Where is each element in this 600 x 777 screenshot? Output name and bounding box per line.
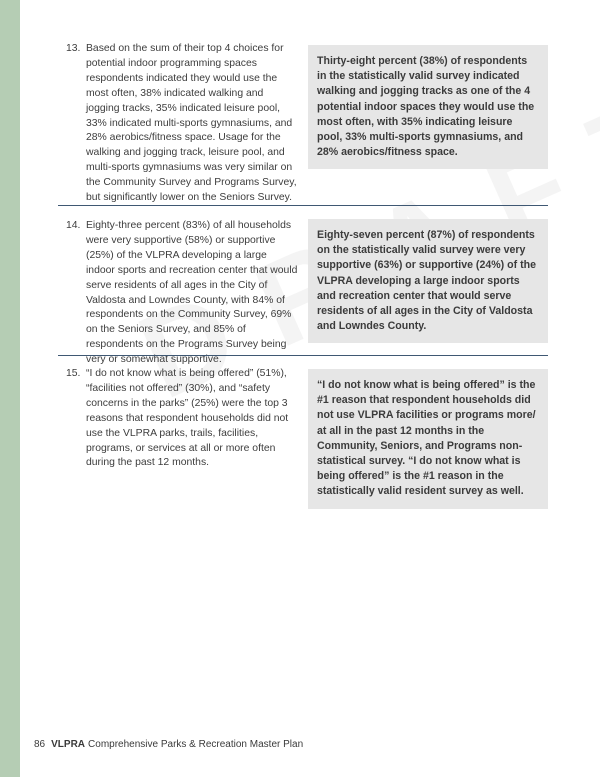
finding-callout: “I do not know what is being offered” is the #1 reason that respondent households did not use VLPRA facilities or programs more/ at all in the past 12 months in the Community, Seniors, and Programs non-statistical survey. “I do not know what is being offered” is the #1 reason in the statistically valid resident survey as well.: [308, 369, 548, 509]
finding-callout: Eighty-seven percent (87%) of respondents on the statistically valid survey were very supportive (63%) or supportive (24%) of the VLPRA developing a large indoor sports and recreation center that would serve residents of all ages in the City of Valdosta and Lowndes County.: [308, 219, 548, 343]
page-number: 86: [34, 739, 46, 750]
footer-brand: VLPRA: [51, 739, 86, 750]
section-divider: [58, 205, 548, 206]
finding-number: 15.: [66, 368, 81, 379]
finding-callout: Thirty-eight percent (38%) of respondents in the statistically valid survey indicated walking and jogging tracks as one of the 4 potential indoor spaces they would use the most often, with 35% indicating leisure pool, 33% multi-sports gymnasiums, and 28% aerobics/fitness space.: [308, 45, 548, 169]
finding-text: Based on the sum of their top 4 choices for potential indoor programming spaces respondents indicated they would use the most often, 38% indicated walking and jogging tracks, 35% indicated leisure pool, 33% indicated multi-sports gymnasiums, and 28% aerobics/fitness space. Usage for the walking and jogging track, leisure pool, and multi-sports gymnasiums was very similar on the Community Survey and Programs Survey, but significantly lower on the Seniors Survey.: [86, 43, 297, 204]
page-footer: [34, 739, 303, 750]
finding-number: 14.: [66, 220, 81, 231]
finding-text: Eighty-three percent (83%) of all households were very supportive (58%) or supportive (25%) of the VLPRA developing a large indoor sports and recreation center that would serve residents of all ages in the City of Valdosta and Lowndes County, with 84% of respondents on the Community Survey, 69% on the Seniors Survey, and 85% of respondents on the Programs Survey being very or somewhat supportive.: [86, 220, 298, 366]
finding-text-block: [58, 42, 298, 206]
footer-title: Comprehensive Parks & Recreation Master Plan: [88, 739, 304, 750]
finding-text: “I do not know what is being offered” (51%), “facilities not offered” (30%), and “safety concerns in the parks” (25%) were the top 3 reasons that respondent households did not use the VLPRA parks, trails, facilities, programs, or services at all or more often during the past 12 months.: [86, 368, 289, 469]
finding-text-block: [58, 219, 298, 368]
finding-number: 13.: [66, 43, 81, 54]
section-divider: [58, 355, 548, 356]
side-color-band: [0, 0, 20, 777]
finding-text-block: [58, 367, 298, 471]
